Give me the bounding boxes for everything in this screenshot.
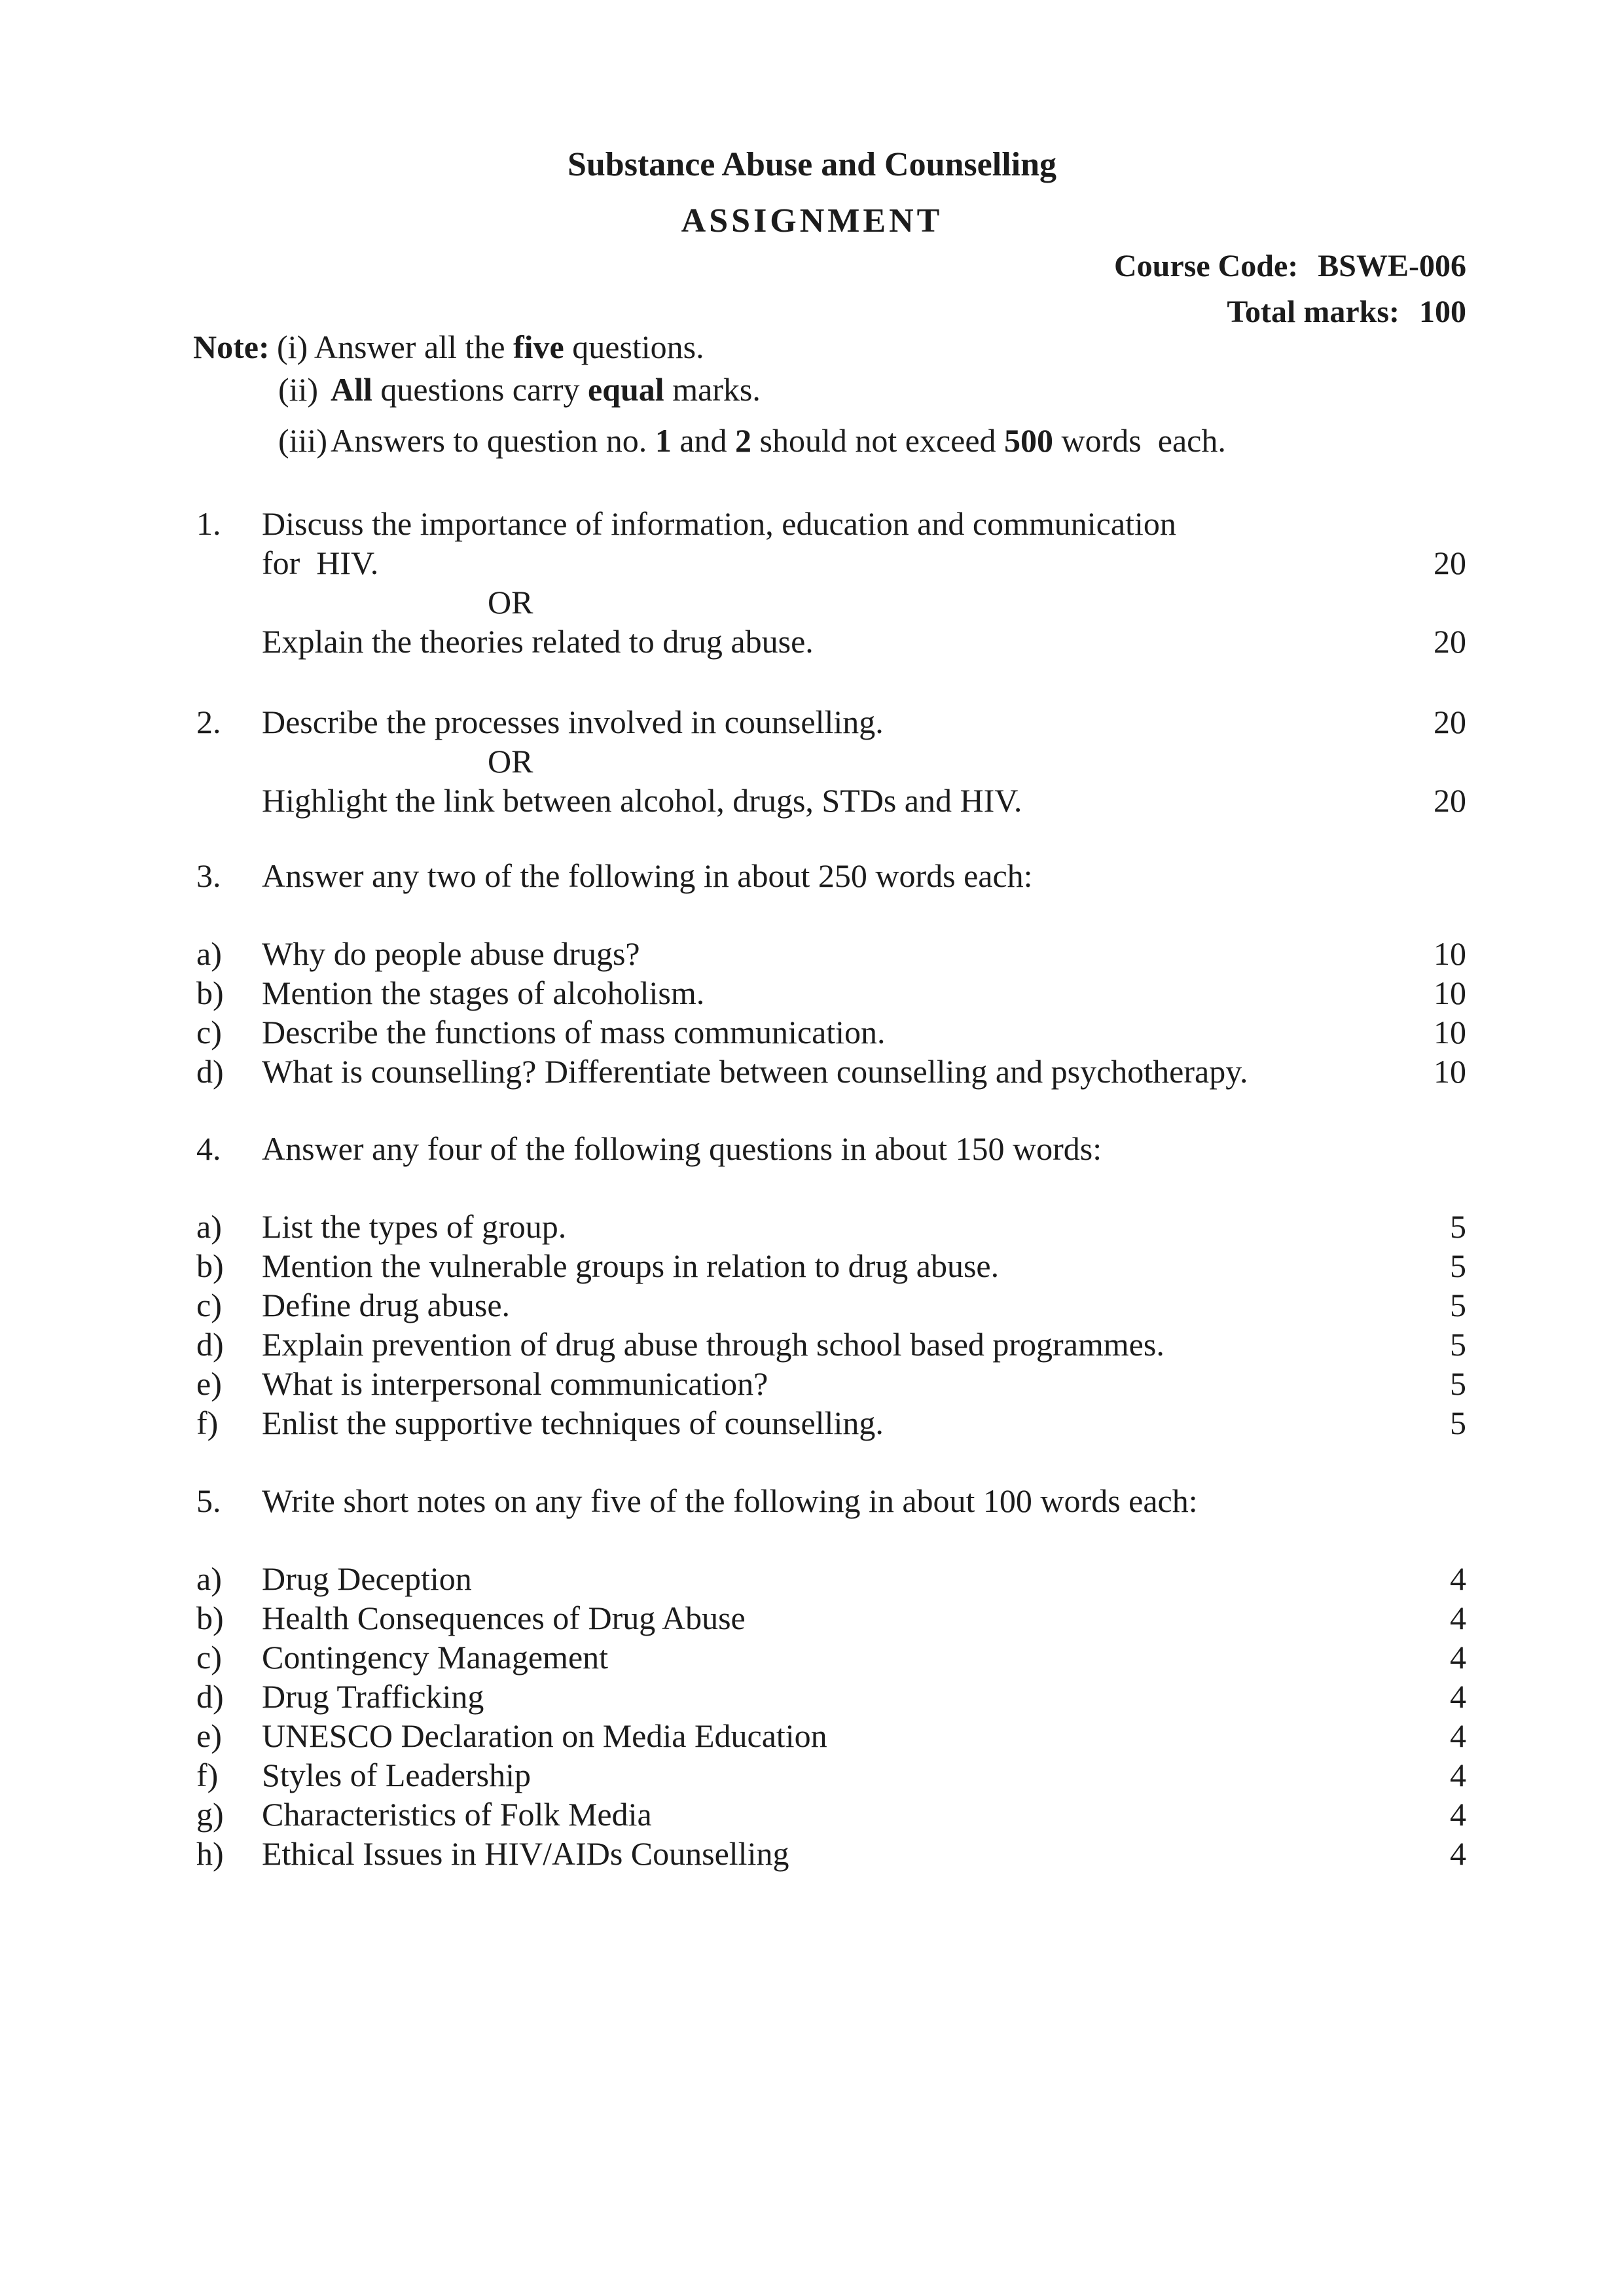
question-3-header-text: Answer any two of the following in about 250 words each: bbox=[262, 857, 1033, 894]
question-5-header bbox=[196, 1481, 1466, 1520]
note-line-iii bbox=[193, 421, 1466, 460]
item-text: Drug Trafficking bbox=[262, 1678, 484, 1715]
item-label: f) bbox=[196, 1757, 219, 1793]
question-3-item-d bbox=[196, 1052, 1466, 1091]
item-label: e) bbox=[196, 1365, 222, 1402]
question-4-item-a bbox=[196, 1207, 1466, 1246]
note-iii-numeral: (iii) bbox=[278, 422, 327, 459]
question-1-line-1 bbox=[196, 504, 1466, 543]
question-4-item-d bbox=[196, 1325, 1466, 1364]
question-1-marks-a: 20 bbox=[1434, 545, 1466, 581]
item-label: g) bbox=[196, 1796, 224, 1833]
question-1-number: 1. bbox=[196, 505, 221, 542]
question-2-line-2 bbox=[196, 781, 1466, 820]
question-5-item-f bbox=[196, 1755, 1466, 1795]
question-3-item-b bbox=[196, 973, 1466, 1013]
course-code-value: BSWE-006 bbox=[1318, 249, 1466, 283]
question-4-item-b bbox=[196, 1246, 1466, 1285]
item-label: c) bbox=[196, 1639, 222, 1676]
note-line-i bbox=[193, 327, 1466, 367]
item-label: h) bbox=[196, 1835, 224, 1872]
question-5-item-g bbox=[196, 1795, 1466, 1834]
question-5-header-text: Write short notes on any five of the following in about 100 words each: bbox=[262, 1482, 1198, 1519]
note-i-post: questions. bbox=[564, 329, 704, 365]
note-iii-bold1: 1 bbox=[655, 422, 672, 459]
item-text: Enlist the supportive techniques of counselling. bbox=[262, 1405, 884, 1441]
question-1-text-1: Discuss the importance of information, education and communication bbox=[262, 505, 1176, 542]
item-text: Health Consequences of Drug Abuse bbox=[262, 1600, 746, 1636]
item-label: d) bbox=[196, 1678, 224, 1715]
item-label: b) bbox=[196, 1600, 224, 1636]
note-ii-numeral: (ii) bbox=[278, 371, 319, 408]
item-marks: 5 bbox=[1450, 1208, 1466, 1245]
item-text: Explain prevention of drug abuse through school based programmes. bbox=[262, 1326, 1164, 1363]
question-2-text-2: Highlight the link between alcohol, drugs, STDs and HIV. bbox=[262, 782, 1022, 819]
item-marks: 5 bbox=[1450, 1405, 1466, 1441]
item-marks: 4 bbox=[1450, 1639, 1466, 1676]
note-iii-bold3: 500 bbox=[1004, 422, 1054, 459]
item-label: d) bbox=[196, 1053, 224, 1090]
item-text: Styles of Leadership bbox=[262, 1757, 532, 1793]
item-label: a) bbox=[196, 1560, 222, 1597]
question-4-header-text: Answer any four of the following questions in about 150 words: bbox=[262, 1130, 1102, 1167]
question-1-text-2: for HIV. bbox=[262, 545, 379, 581]
item-marks: 5 bbox=[1450, 1247, 1466, 1284]
item-marks: 10 bbox=[1434, 935, 1466, 972]
question-5-item-h bbox=[196, 1834, 1466, 1873]
question-3-item-a bbox=[196, 934, 1466, 973]
note-label: Note: bbox=[193, 329, 270, 365]
item-marks: 4 bbox=[1450, 1796, 1466, 1833]
question-4-header bbox=[196, 1129, 1466, 1168]
item-label: b) bbox=[196, 1247, 224, 1284]
note-iii-mid2: should not exceed bbox=[751, 422, 1005, 459]
item-text: Ethical Issues in HIV/AIDs Counselling bbox=[262, 1835, 789, 1872]
item-label: a) bbox=[196, 935, 222, 972]
item-marks: 4 bbox=[1450, 1560, 1466, 1597]
item-text: Mention the stages of alcoholism. bbox=[262, 975, 705, 1011]
course-code-line bbox=[1114, 247, 1466, 286]
item-text: Describe the functions of mass communication. bbox=[262, 1014, 886, 1050]
question-5-item-d bbox=[196, 1677, 1466, 1716]
item-marks: 4 bbox=[1450, 1717, 1466, 1754]
question-5-item-c bbox=[196, 1638, 1466, 1677]
question-5-item-e bbox=[196, 1716, 1466, 1755]
question-1-or bbox=[196, 583, 1466, 622]
item-marks: 10 bbox=[1434, 975, 1466, 1011]
question-4-item-f bbox=[196, 1403, 1466, 1443]
item-text: Mention the vulnerable groups in relation to drug abuse. bbox=[262, 1247, 1000, 1284]
total-marks-value: 100 bbox=[1419, 295, 1466, 329]
question-2-line-1 bbox=[196, 702, 1466, 742]
item-marks: 4 bbox=[1450, 1835, 1466, 1872]
item-text: List the types of group. bbox=[262, 1208, 567, 1245]
item-text: What is counselling? Differentiate between counselling and psychotherapy. bbox=[262, 1053, 1248, 1090]
item-label: b) bbox=[196, 975, 224, 1011]
item-marks: 4 bbox=[1450, 1678, 1466, 1715]
note-iii-pre: Answers to question no. bbox=[331, 422, 655, 459]
item-marks: 10 bbox=[1434, 1014, 1466, 1050]
question-5-number: 5. bbox=[196, 1482, 221, 1519]
page-title: Substance Abuse and Counselling bbox=[567, 146, 1057, 183]
note-ii-bold2: equal bbox=[587, 371, 664, 408]
item-text: What is interpersonal communication? bbox=[262, 1365, 768, 1402]
course-code-label: Course Code: bbox=[1113, 249, 1299, 283]
question-3-item-c bbox=[196, 1013, 1466, 1052]
question-1-line-3 bbox=[196, 622, 1466, 661]
page-subtitle: ASSIGNMENT bbox=[681, 202, 943, 240]
item-text: Define drug abuse. bbox=[262, 1287, 511, 1323]
item-text: Characteristics of Folk Media bbox=[262, 1796, 652, 1833]
question-3-number: 3. bbox=[196, 857, 221, 894]
item-label: f) bbox=[196, 1405, 219, 1441]
item-label: c) bbox=[196, 1287, 222, 1323]
item-marks: 10 bbox=[1434, 1053, 1466, 1090]
question-5-item-b bbox=[196, 1598, 1466, 1638]
question-2-text-1: Describe the processes involved in counselling. bbox=[262, 704, 884, 740]
note-i-text: (i) Answer all the bbox=[277, 329, 514, 365]
item-marks: 5 bbox=[1450, 1287, 1466, 1323]
note-ii-mid: questions carry bbox=[372, 371, 588, 408]
question-2-number: 2. bbox=[196, 704, 221, 740]
or-label: OR bbox=[488, 743, 533, 780]
item-marks: 5 bbox=[1450, 1326, 1466, 1363]
question-5-item-a bbox=[196, 1559, 1466, 1598]
question-2-marks-b: 20 bbox=[1434, 782, 1466, 819]
total-marks-line bbox=[1227, 293, 1466, 332]
item-text: Why do people abuse drugs? bbox=[262, 935, 640, 972]
item-text: Drug Deception bbox=[262, 1560, 472, 1597]
item-marks: 5 bbox=[1450, 1365, 1466, 1402]
note-iii-post: words each. bbox=[1053, 422, 1226, 459]
item-label: a) bbox=[196, 1208, 222, 1245]
question-1-line-2 bbox=[196, 543, 1466, 583]
note-i-bold: five bbox=[513, 329, 564, 365]
item-marks: 4 bbox=[1450, 1600, 1466, 1636]
question-4-item-e bbox=[196, 1364, 1466, 1403]
question-1-marks-b: 20 bbox=[1434, 623, 1466, 660]
question-2-or bbox=[196, 742, 1466, 781]
question-2-marks-a: 20 bbox=[1434, 704, 1466, 740]
item-label: e) bbox=[196, 1717, 222, 1754]
note-iii-bold2: 2 bbox=[735, 422, 752, 459]
question-4-item-c bbox=[196, 1285, 1466, 1325]
note-ii-post: marks. bbox=[664, 371, 761, 408]
question-4-number: 4. bbox=[196, 1130, 221, 1167]
item-text: Contingency Management bbox=[262, 1639, 609, 1676]
question-3-header bbox=[196, 856, 1466, 895]
item-label: c) bbox=[196, 1014, 222, 1050]
note-line-ii bbox=[193, 370, 1466, 409]
note-ii-bold1: All bbox=[331, 371, 372, 408]
item-marks: 4 bbox=[1450, 1757, 1466, 1793]
note-iii-mid1: and bbox=[671, 422, 736, 459]
item-label: d) bbox=[196, 1326, 224, 1363]
question-1-text-3: Explain the theories related to drug abuse. bbox=[262, 623, 814, 660]
item-text: UNESCO Declaration on Media Education bbox=[262, 1717, 827, 1754]
or-label: OR bbox=[488, 584, 533, 620]
total-marks-label: Total marks: bbox=[1227, 295, 1399, 329]
